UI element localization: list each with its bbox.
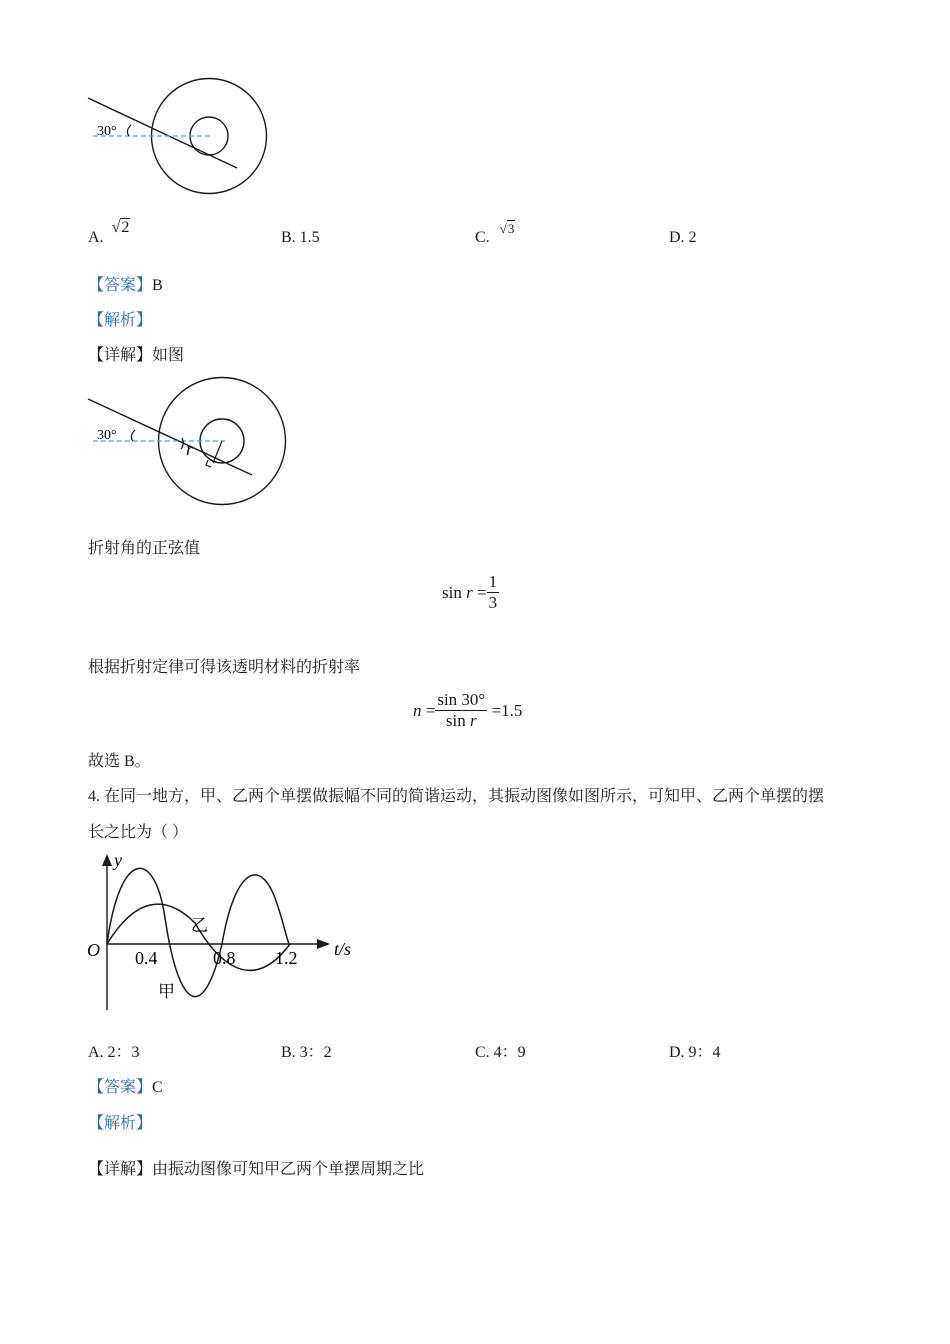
question-4-line-1: 4. 在同一地方，甲、乙两个单摆做振幅不同的简谐运动，其振动图像如图所示，可知甲、乙两个单摆的摆 — [88, 788, 825, 805]
eq-fn: sin — [442, 582, 462, 602]
option-d: D. 2 — [669, 229, 697, 246]
x-axis-label: t/s — [334, 939, 352, 959]
figure-vibration-graph — [85, 848, 365, 1018]
tick-label-2: 1.2 — [275, 948, 298, 968]
answer-tag: 【答案】 — [88, 277, 153, 294]
r-label: r — [186, 439, 194, 459]
eq-result: =1.5 — [491, 700, 523, 720]
option-c-prefix: C. — [475, 229, 490, 246]
conclusion-text: 故选 B。 — [88, 753, 151, 770]
detail-text: 如图 — [152, 347, 185, 364]
detail-text: 由振动图像可知甲乙两个单摆周期之比 — [152, 1161, 425, 1178]
den-fn: sin — [445, 711, 466, 730]
sqrt-value: 2 — [121, 219, 130, 236]
eq-sign: = — [476, 582, 487, 602]
analysis-tag: 【解析】 — [88, 1115, 153, 1132]
den-var: r — [470, 711, 477, 730]
option-c: C. 4：9 — [475, 1044, 526, 1061]
eq-sign: = — [425, 700, 436, 720]
answer-value: B — [152, 277, 163, 294]
curve-label-yi: 乙 — [191, 916, 208, 935]
angle-label: 30° — [97, 428, 117, 443]
tick-label-0: 0.4 — [135, 948, 158, 968]
right-angle-mark — [206, 460, 211, 467]
angle-label: 30° — [97, 124, 117, 139]
answer-tag: 【答案】 — [88, 1079, 153, 1096]
equation-refractive-index — [413, 690, 522, 731]
curve-label-jia: 甲 — [158, 982, 175, 1001]
numerator: sin 30° — [437, 690, 486, 709]
sqrt-symbol: √3 — [499, 221, 515, 236]
option-a: A. 2：3 — [88, 1044, 140, 1061]
detail-tag: 【详解】 — [88, 1161, 153, 1178]
answer-line — [88, 1078, 163, 1098]
option-b: B. 1.5 — [281, 229, 320, 246]
eq-lhs: n — [413, 700, 422, 720]
option-d: D. 9：4 — [669, 1044, 721, 1061]
figure-circle-refraction-2 — [85, 372, 295, 512]
angle-arc — [127, 125, 131, 136]
figure-circle-refraction-1 — [85, 75, 275, 205]
denominator: 3 — [488, 593, 498, 612]
numerator: 1 — [488, 572, 498, 591]
detail-line — [88, 1160, 424, 1180]
y-axis-label: y — [114, 850, 122, 870]
angle-arc — [131, 430, 135, 441]
origin-label: O — [87, 940, 100, 960]
step-text-1: 折射角的正弦值 — [88, 540, 201, 557]
refraction-angle-arc — [181, 438, 183, 449]
sqrt-symbol: √2 — [111, 219, 130, 236]
detail-line — [88, 346, 184, 366]
detail-tag: 【详解】 — [88, 347, 153, 364]
answer-line — [88, 276, 163, 296]
denominator — [446, 711, 477, 731]
tick-label-1: 0.8 — [213, 948, 236, 968]
fraction — [487, 572, 500, 613]
question-4-line-2: 长之比为（ ） — [88, 824, 189, 841]
option-a — [88, 219, 130, 248]
analysis-tag: 【解析】 — [88, 312, 153, 329]
option-b: B. 3：2 — [281, 1044, 332, 1061]
option-a-prefix: A. — [88, 229, 104, 246]
step-text-2: 根据折射定律可得该透明材料的折射率 — [88, 659, 361, 676]
answer-value: C — [152, 1079, 163, 1096]
eq-var: r — [466, 582, 473, 602]
fraction — [435, 690, 487, 731]
y-axis-arrow — [102, 854, 112, 866]
equation-sin-r — [442, 572, 499, 613]
option-c — [475, 221, 515, 248]
x-axis-arrow — [317, 939, 330, 949]
sqrt-value: 3 — [507, 221, 515, 236]
